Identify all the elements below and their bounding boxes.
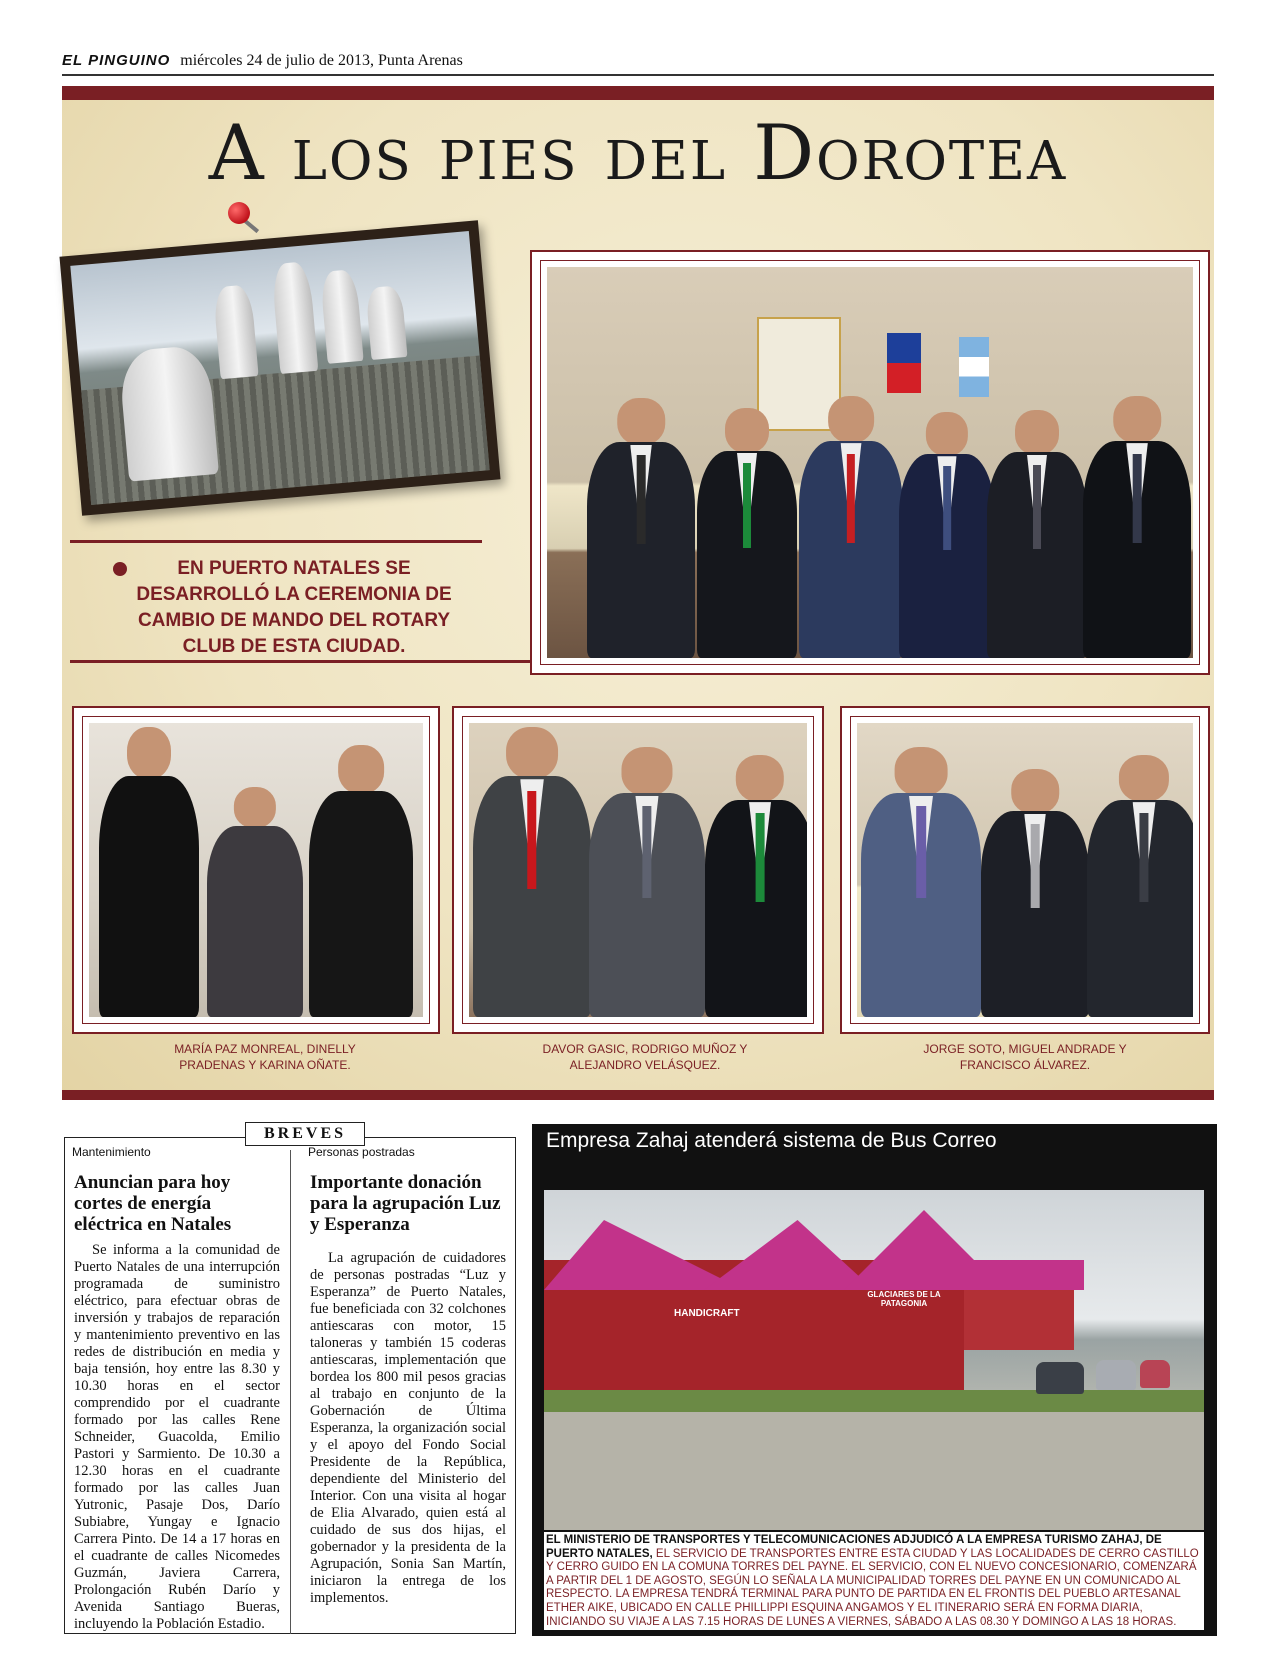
photo-men-a-frame: [452, 706, 824, 1034]
newspaper-logo: EL PINGUINO: [62, 52, 171, 69]
pink-roof: [544, 1220, 744, 1290]
brief-headline: Importante donación para la agrupación Luz y Esperanza: [310, 1172, 501, 1235]
argentina-flag: [959, 337, 989, 397]
person: [99, 727, 199, 1017]
person: [861, 747, 981, 1017]
street: [544, 1412, 1204, 1530]
photo-men-b-frame: [840, 706, 1210, 1034]
caption-men-a: DAVOR GASIC, RODRIGO MUÑOZ Y ALEJANDRO VELÁSQUEZ.: [542, 1042, 748, 1072]
feature-bottom-bar: [62, 1090, 1214, 1100]
hand-sculpture-finger: [271, 261, 318, 374]
photo-men-a: [469, 723, 807, 1017]
story-caption: [546, 1534, 1202, 1629]
hand-sculpture-thumb: [118, 344, 219, 481]
person: [697, 408, 797, 658]
breves-divider: [290, 1150, 291, 1634]
person: [589, 747, 705, 1017]
dateline: miércoles 24 de julio de 2013, Punta Arenas: [180, 52, 463, 69]
photo-women-frame: [72, 706, 440, 1034]
caption-women: MARÍA PAZ MONREAL, DINELLY PRADENAS Y KARINA OÑATE.: [174, 1042, 356, 1072]
lawn: [544, 1390, 1204, 1412]
hand-sculpture-finger: [320, 269, 364, 364]
brief-body: La agrupación de cuidadores de personas postradas “Luz y Esperanza” de Puerto Natales, fue beneficiada con 32 colchones antiescaras con motor, 15 taloneras y también 15 coderas antiescaras, implementación que bordea los 800 mil pesos gracias al trabajo en conjunto de la Gobernación de Última Esperanza, la organización social y el apoyo del Fondo Social Presidente de la República, dependiente del Ministerio del Interior. Con una visita al hogar de Elia Alvarado, quien está al cuidado de sus dos hijas, el gobernador y la presidenta de la Agrupación, Sonia San Martín, iniciaron la entrega de los implementos.: [310, 1250, 506, 1606]
person: [207, 787, 303, 1017]
photo-men-b: [857, 723, 1193, 1017]
person: [587, 398, 695, 658]
feature-top-bar: [62, 86, 1214, 100]
person: [799, 396, 903, 658]
person: [1087, 755, 1193, 1017]
monument-photo: [70, 231, 489, 505]
caption-rule-top: [70, 540, 482, 543]
brief-body: Se informa a la comunidad de Puerto Natales de una interrupción programada de suministro eléctrico, para efectuar obras de inversión y trabajos de reparación y mantenimiento preventivo en las redes de distribución en media y baja tensión, hoy entre las 8.30 y 10.30 horas en el sector comprendido por el cuadrante formado por las calles Rene Schneider, Guacolda, Emilio Pastori y Sarmiento. De 10.30 a 12.30 horas en el cuadrante formado por las calles Juan Yutronic, Pasaje Dos, Darío Subiabre, Yungay e Ignacio Carrera Pinto. De 14 a 17 horas en el cuadrante de calles Nicomedes Guzmán, Javiera Carrera, Prolongación Rubén Darío y Avenida Santiago Bueras, incluyendo la Población Estadio.: [74, 1242, 280, 1632]
person: [987, 410, 1087, 658]
story-caption-lead: EL MINISTERIO DE TRANSPORTES Y TELECOMUNICACIONES ADJUDICÓ A LA EMPRESA TURISMO ZAHAJ, DE PUERTO NATALES,: [546, 1534, 1162, 1560]
breves-label: BREVES: [245, 1122, 365, 1146]
person: [705, 755, 807, 1017]
main-caption: EN PUERTO NATALES SE DESARROLLÓ LA CEREMONIA DE CAMBIO DE MANDO DEL ROTARY CLUB DE ESTA CIUDAD.: [136, 558, 452, 657]
brief-section-label: Personas postradas: [308, 1145, 415, 1159]
parked-car: [1140, 1360, 1170, 1388]
person: [981, 769, 1089, 1017]
story-caption-body: EL SERVICIO DE TRANSPORTES ENTRE ESTA CIUDAD Y LAS LOCALIDADES DE CERRO CASTILLO Y CERRO GUIDO EN LA COMUNA TORRES DEL PAYNE. EL SERVICIO, CON EL NUEVO CONCESIONARIO, COMENZARÁ A PARTIR DEL 1 DE AGOSTO, SEGÚN LO SEÑALA LA MUNICIPALIDAD TORRES DEL PAYNE EN UN COMUNICADO AL RESPECTO. LA EMPRESA TENDRÁ TERMINAL PARA PUNTO DE PARTIDA EN EL FRONTIS DEL PUEBLO ARTESANAL ETHER AIKE, UBICADO EN CALLE PHILLIPPI ESQUINA ANGAMOS Y EL ITINERARIO SERÁ EN FORMA DIARIA, INICIANDO SU VIAJE A LAS 7.15 HORAS DE LUNES A VIERNES, SÁBADO A LAS 08.30 Y DOMINGO A LAS 18 HORAS.: [546, 1547, 1199, 1628]
person: [473, 727, 591, 1017]
hand-sculpture-finger: [365, 285, 407, 360]
group-photo: [547, 267, 1193, 658]
sign-handicraft: HANDICRAFT: [674, 1308, 740, 1319]
chile-flag: [887, 333, 921, 393]
header-rule: [62, 74, 1214, 76]
brief-headline: Anuncian para hoy cortes de energía eléctrica en Natales: [74, 1172, 232, 1235]
feature-title: A los pies del Dorotea: [208, 108, 1068, 197]
monument-photo-card: [59, 220, 500, 516]
person: [309, 745, 413, 1017]
story-photo: [544, 1190, 1204, 1530]
pink-roof: [704, 1220, 874, 1290]
person: [899, 412, 995, 658]
parked-car: [1036, 1362, 1084, 1394]
small-building: [964, 1280, 1074, 1350]
pink-roof: [964, 1260, 1084, 1290]
person: [1083, 396, 1191, 658]
masthead: [62, 52, 1212, 74]
sign-glaciares: GLACIARES DE LA PATAGONIA: [867, 1290, 941, 1308]
brief-section-label: Mantenimiento: [72, 1145, 151, 1159]
pushpin-icon: [228, 202, 250, 224]
caption-men-b: JORGE SOTO, MIGUEL ANDRADE Y FRANCISCO ÁLVAREZ.: [923, 1042, 1127, 1072]
group-photo-frame: [530, 250, 1210, 675]
parked-car: [1096, 1360, 1136, 1390]
story-headline: Empresa Zahaj atenderá sistema de Bus Correo: [546, 1129, 997, 1152]
hand-sculpture-finger: [213, 284, 259, 379]
photo-women: [89, 723, 423, 1017]
